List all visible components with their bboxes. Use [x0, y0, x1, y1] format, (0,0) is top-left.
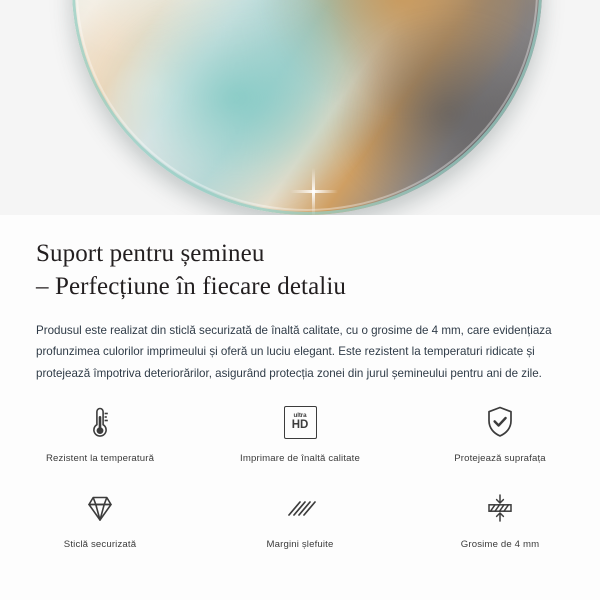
feature-label: Sticlă securizată [63, 539, 137, 550]
page-title [36, 237, 564, 303]
feature-item-polished-edges [200, 486, 400, 550]
feature-label: Imprimare de înaltă calitate [240, 453, 360, 464]
thermometer-icon [78, 400, 122, 444]
feature-item-temperature [0, 400, 200, 464]
description-content [0, 215, 600, 384]
diamond-icon [78, 486, 122, 530]
feature-item-surface-protection [400, 400, 600, 464]
feature-item-tempered-glass [0, 486, 200, 550]
shield-check-icon [478, 400, 522, 444]
feature-item-print-quality [200, 400, 400, 464]
feature-label: Protejează suprafața [454, 453, 546, 464]
polished-edges-icon [278, 486, 322, 530]
thickness-icon [478, 486, 522, 530]
feature-label: Margini șlefuite [266, 539, 334, 550]
feature-label: Rezistent la temperatură [45, 453, 155, 464]
page-title-line-2: – Perfecțiune în fiecare detaliu [36, 273, 346, 300]
page-title-line-1: Suport pentru șemineu [36, 240, 265, 267]
feature-grid [0, 400, 600, 550]
ultra-hd-icon [278, 400, 322, 444]
ultra-hd-badge-top: ultra [293, 411, 307, 419]
description-paragraph: Produsul este realizat din sticlă securizată de înaltă calitate, cu o grosime de 4 mm, care evidențiaza profunzimea culorilor imprimeului și oferă un luciu elegant. Este rezistent la temperaturi ridicate și protejează împotriva deteriorărilor, asigurând protecția zonei din jurul șemineului pentru ani de zile. [36, 324, 552, 380]
ultra-hd-badge-main: HD [291, 418, 309, 431]
hero-image [0, 0, 600, 215]
feature-item-thickness [400, 486, 600, 550]
feature-label: Grosime de 4 mm [460, 539, 540, 550]
sparkle-icon [290, 168, 338, 215]
